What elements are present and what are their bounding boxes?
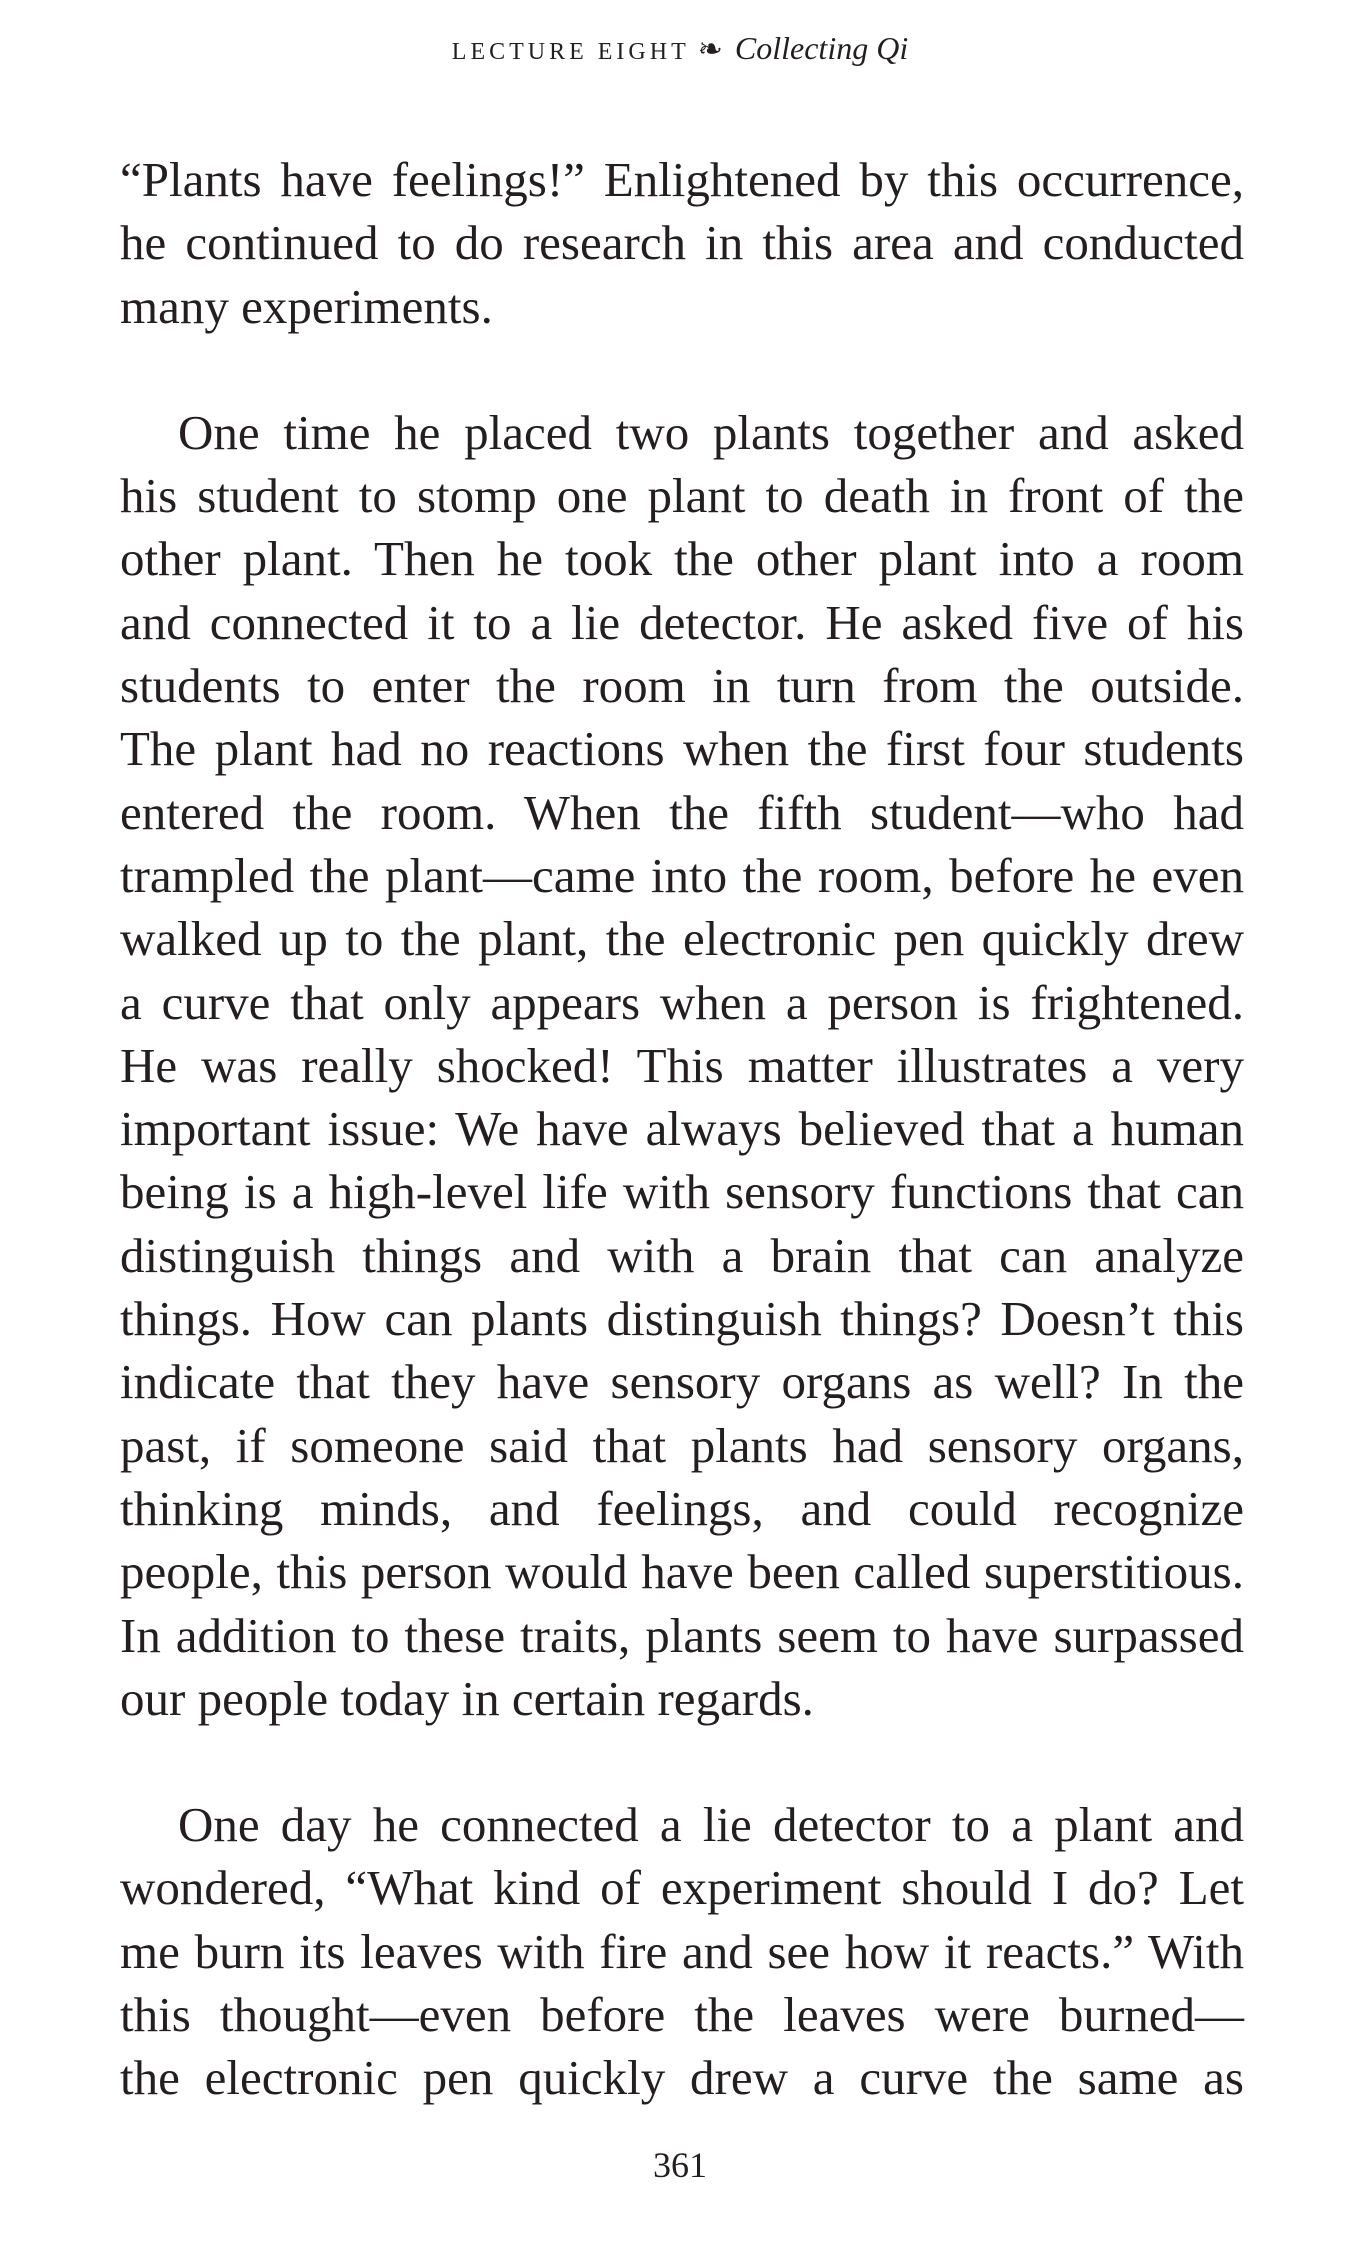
running-head-chapter-title: Collecting Qi bbox=[734, 30, 909, 66]
text-line: other plant. Then he took the other plant into a room bbox=[120, 531, 1244, 587]
text-line: students to enter the room in turn from the outside. bbox=[120, 658, 1244, 714]
paragraph bbox=[120, 148, 1244, 338]
text-line: One time he placed two plants together and asked bbox=[178, 404, 1244, 460]
page-number: 361 bbox=[653, 2145, 707, 2185]
text-line: people, this person would have been called superstitious. bbox=[120, 1544, 1244, 1600]
text-line: the electronic pen quickly drew a curve the same as bbox=[120, 2050, 1244, 2106]
text-line: important issue: We have always believed that a human bbox=[120, 1101, 1244, 1157]
text-line: One day he connected a lie detector to a plant and bbox=[178, 1797, 1244, 1853]
text-line: and connected it to a lie detector. He asked five of his bbox=[120, 594, 1244, 650]
paragraph bbox=[120, 401, 1244, 1730]
text-line: he continued to do research in this area and conducted bbox=[120, 215, 1244, 271]
text-line: many experiments. bbox=[120, 278, 493, 334]
leaf-ornament-icon: ❧ bbox=[697, 33, 723, 66]
text-line: past, if someone said that plants had sensory organs, bbox=[120, 1417, 1244, 1473]
text-line: distinguish things and with a brain that can analyze bbox=[120, 1227, 1244, 1283]
text-line: indicate that they have sensory organs as well? In the bbox=[120, 1354, 1244, 1410]
text-line: He was really shocked! This matter illustrates a very bbox=[120, 1037, 1244, 1093]
running-head bbox=[0, 28, 1360, 72]
running-head-section: LECTURE EIGHT bbox=[451, 39, 690, 65]
text-line: “Plants have feelings!” Enlightened by this occurrence, bbox=[120, 152, 1244, 207]
text-line: thinking minds, and feelings, and could recognize bbox=[120, 1480, 1244, 1536]
paragraph-gap bbox=[120, 338, 1244, 401]
paragraph-gap bbox=[120, 1730, 1244, 1793]
text-line: walked up to the plant, the electronic pen quickly drew bbox=[120, 911, 1244, 967]
body-text bbox=[120, 148, 1244, 2110]
text-line: things. How can plants distinguish things? Doesn’t this bbox=[120, 1291, 1244, 1347]
text-line: me burn its leaves with fire and see how it reacts.” With bbox=[120, 1923, 1244, 1979]
text-line: our people today in certain regards. bbox=[120, 1670, 814, 1726]
text-line: wondered, “What kind of experiment should I do? Let bbox=[120, 1860, 1244, 1916]
text-line: being is a high-level life with sensory functions that can bbox=[120, 1164, 1244, 1220]
paragraph bbox=[120, 1793, 1244, 2109]
text-line: this thought—even before the leaves were burned— bbox=[120, 1987, 1244, 2043]
text-line: trampled the plant—came into the room, before he even bbox=[120, 847, 1244, 903]
text-line: a curve that only appears when a person is frightened. bbox=[120, 974, 1244, 1030]
text-line: The plant had no reactions when the first four students bbox=[120, 721, 1244, 777]
text-line: In addition to these traits, plants seem to have surpassed bbox=[120, 1607, 1244, 1663]
text-line: his student to stomp one plant to death in front of the bbox=[120, 468, 1244, 524]
text-line: entered the room. When the fifth student—who had bbox=[120, 784, 1244, 840]
